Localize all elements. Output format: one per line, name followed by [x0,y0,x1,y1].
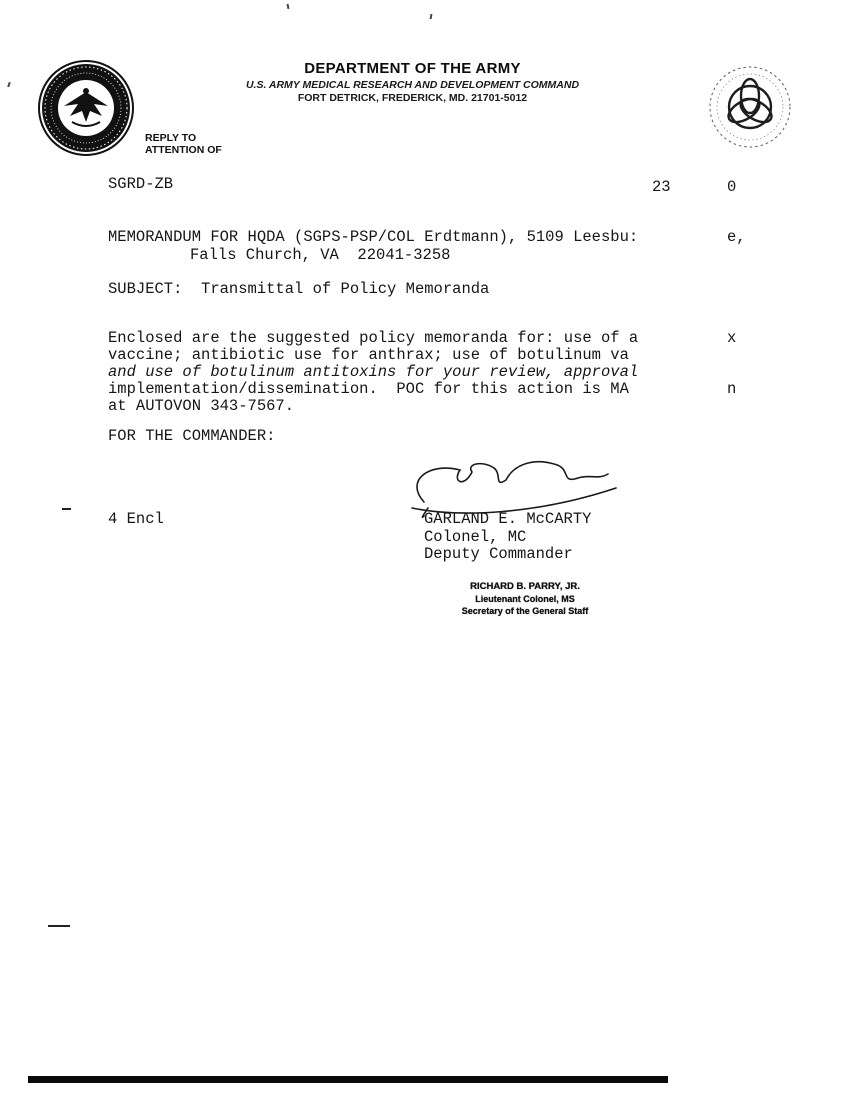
dod-seal-icon [36,56,136,160]
scan-artifact [286,4,289,9]
body-line: implementation/dissemination. POC for this action is MA [108,380,629,398]
body-line: at AUTOVON 343-7567. [108,397,295,415]
letterhead-subtitle: U.S. ARMY MEDICAL RESEARCH AND DEVELOPMENT COMMAND [245,79,580,91]
scan-artifact [7,82,10,87]
date-fragment: 23 [652,178,671,196]
body-line: and use of botulinum antitoxins for your review, approval [108,363,639,381]
scan-artifact [48,925,70,927]
reply-to-block [145,133,222,156]
body-line: vaccine; antibiotic use for anthrax; use of botulinum va [108,346,629,364]
enclosure-count: 4 Encl [108,510,164,528]
stamp-name: RICHARD B. PARRY, JR. [470,581,580,592]
memo-address-line2: Falls Church, VA 22041-3258 [190,246,451,264]
letterhead [215,60,610,104]
edge-fragment: n [727,380,737,398]
scan-artifact [62,508,71,510]
edge-fragment: e, [727,228,746,246]
memo-address-line1: MEMORANDUM FOR HQDA (SGPS-PSP/COL Erdtmann), 5109 Leesbu: [108,228,639,246]
letterhead-address: FORT DETRICK, FREDERICK, MD. 21701-5012 [297,92,528,104]
letterhead-title: DEPARTMENT OF THE ARMY [304,60,521,77]
reply-to-line1: REPLY TO [145,132,197,144]
subject-line: SUBJECT: Transmittal of Policy Memoranda [108,280,490,298]
stamp-title: Secretary of the General Staff [461,606,589,616]
signer-rank: Colonel, MC [424,527,527,546]
signer-name: GARLAND E. McCARTY [424,510,592,528]
stamp-rank: Lieutenant Colonel, MS [475,594,575,604]
signature-block [424,511,591,564]
reply-to-line2: ATTENTION OF [145,143,222,156]
body-line: Enclosed are the suggested policy memoranda for: use of a [108,329,639,347]
name-stamp-block [430,581,620,616]
office-symbol: SGRD-ZB [108,175,174,193]
scan-bar [28,1076,668,1083]
edge-fragment: x [727,329,737,347]
scan-artifact [430,14,432,19]
round-stamp-icon [706,52,794,162]
edge-fragment: 0 [727,178,737,196]
closing-line: FOR THE COMMANDER: [108,427,276,445]
signer-title: Deputy Commander [424,545,573,563]
